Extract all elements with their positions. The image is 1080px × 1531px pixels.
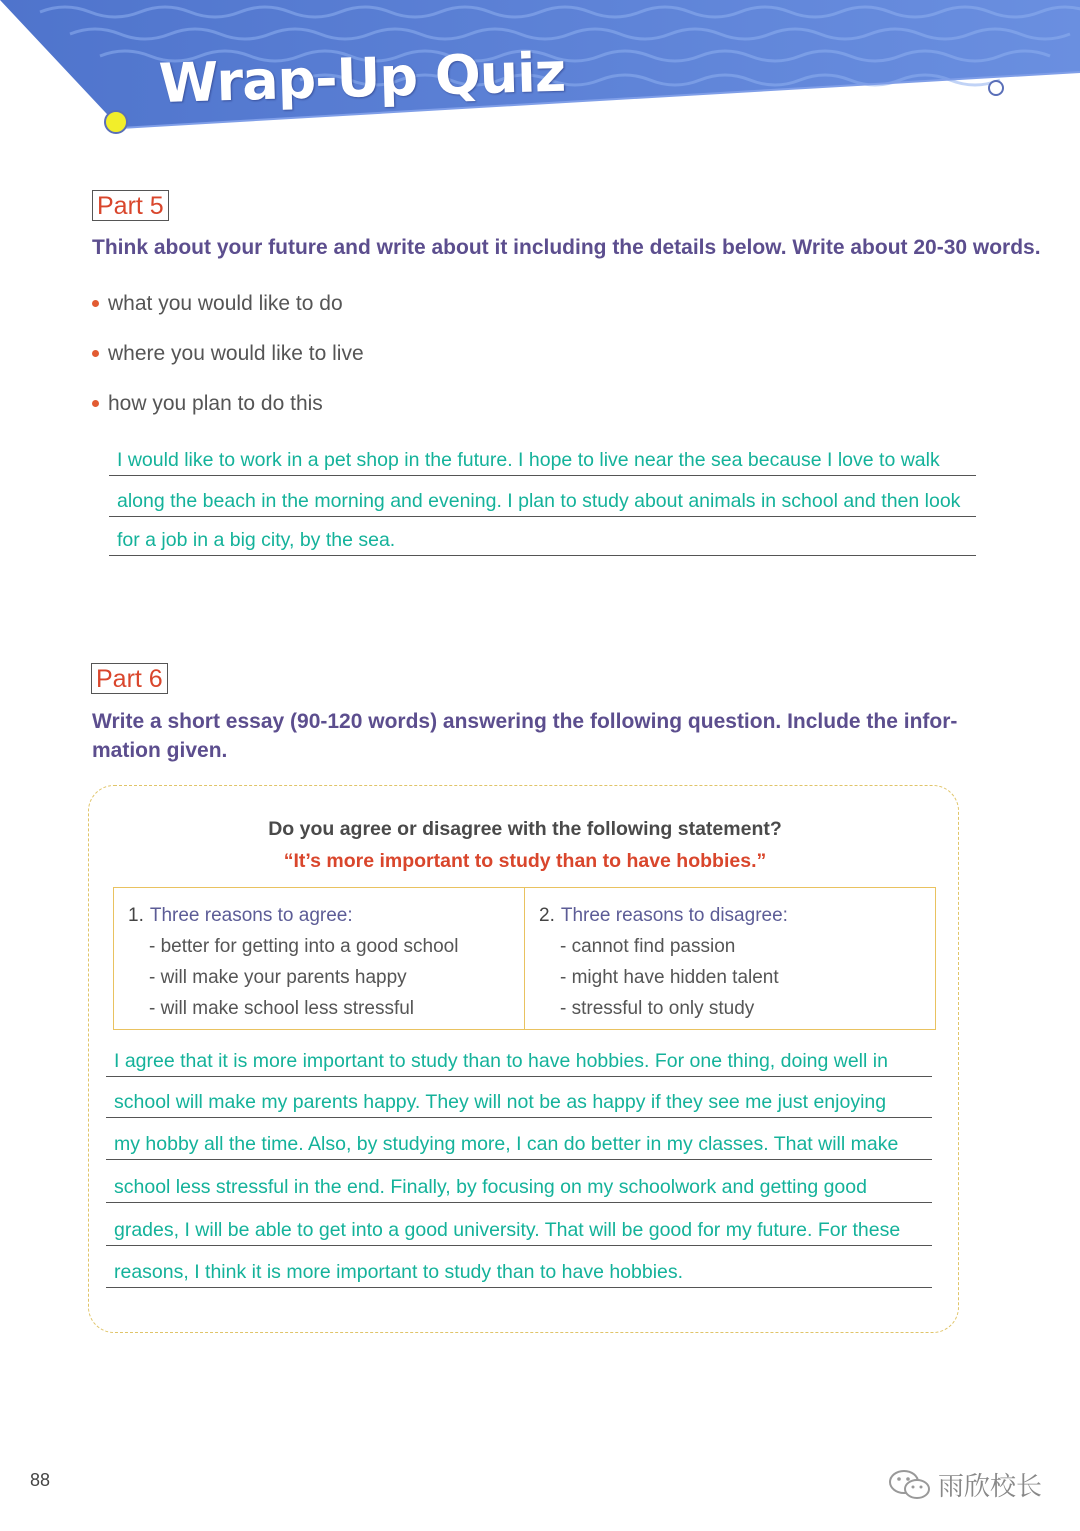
part-5-instruction: Think about your future and write about it including the details below. Write about 20-30 words.: [92, 236, 1041, 259]
white-dot-icon: [989, 81, 1003, 95]
answer-line: for a job in a big city, by the sea.: [109, 527, 976, 556]
essay-question: Do you agree or disagree with the following statement?: [268, 818, 782, 840]
disagree-heading: 2. Three reasons to disagree:: [539, 905, 788, 926]
essay-answer-line: I agree that it is more important to study than to have hobbies. For one thing, doing well in: [106, 1048, 932, 1077]
bullet-item: how you plan to do this: [92, 392, 323, 416]
reason-item: - better for getting into a good school: [149, 936, 459, 957]
yellow-dot-icon: [105, 111, 127, 133]
reason-item: - will make school less stressful: [149, 998, 415, 1019]
agree-column: [114, 888, 524, 1029]
bullet-item: where you would like to live: [92, 342, 364, 366]
essay-answer-line: my hobby all the time. Also, by studying more, I can do better in my classes. That will make: [106, 1131, 932, 1160]
essay-answer-line: grades, I will be able to get into a good university. That will be good for my future. For these: [106, 1217, 932, 1246]
watermark: 雨欣校长: [888, 1466, 1042, 1503]
reason-item: - might have hidden talent: [560, 967, 779, 988]
bullet-dot-icon: [92, 350, 99, 357]
wechat-icon: [888, 1468, 932, 1502]
page-number: 88: [30, 1470, 51, 1490]
part-6-label: Part 6: [91, 663, 168, 694]
answer-line: I would like to work in a pet shop in the future. I hope to live near the sea because I love to walk: [109, 447, 976, 476]
answer-line: along the beach in the morning and evening. I plan to study about animals in school and then look: [109, 488, 976, 517]
reason-item: - will make your parents happy: [149, 967, 407, 988]
essay-statement: “It’s more important to study than to have hobbies.”: [283, 850, 767, 872]
bullet-item: what you would like to do: [92, 292, 343, 316]
essay-answer-line: school will make my parents happy. They will not be as happy if they see me just enjoying: [106, 1089, 932, 1118]
essay-answer-line: reasons, I think it is more important to study than to have hobbies.: [106, 1259, 932, 1288]
part-6-instruction-cont: mation given.: [92, 739, 228, 762]
reason-item: - stressful to only study: [560, 998, 755, 1019]
page-title: Wrap-Up Quiz: [158, 40, 566, 115]
bullet-dot-icon: [92, 400, 99, 407]
header-banner: [0, 0, 1080, 150]
part-6-instruction: Write a short essay (90-120 words) answering the following question. Include the infor-: [92, 710, 958, 733]
part-5-label: Part 5: [92, 190, 169, 221]
reasons-table: [113, 887, 936, 1030]
essay-answer-line: school less stressful in the end. Finally, by focusing on my schoolwork and getting good: [106, 1174, 932, 1203]
reason-item: - cannot find passion: [560, 936, 736, 957]
bullet-dot-icon: [92, 300, 99, 307]
agree-heading: 1. Three reasons to agree:: [128, 905, 353, 926]
disagree-column: [524, 888, 935, 1029]
